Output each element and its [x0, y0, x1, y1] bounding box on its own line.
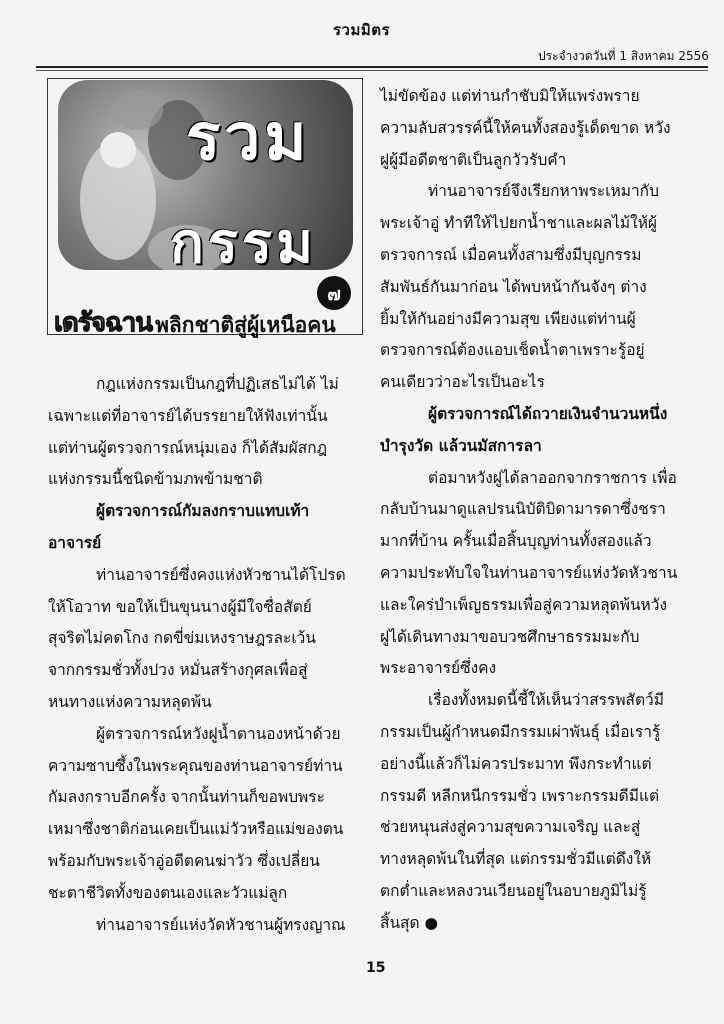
article-line: ต่อมาหวังฝูได้ลาออกจากราชการ เพื่อ: [428, 468, 677, 487]
title-outline-text: เดรัจฉาน: [54, 308, 153, 338]
hero-illustration: [58, 80, 353, 270]
article-line: ฝูได้เดินทางมาขอบวชศึกษาธรรมมะกับ: [380, 627, 640, 646]
article-line: คนเดียวว่าอะไรเป็นอะไร: [380, 373, 545, 392]
article-line: พระเจ้าอู่ ทำทีให้ไปยกน้ำชาและผลไม้ให้ผู้: [380, 214, 658, 233]
header-rule: [36, 66, 708, 68]
header-rule-thin: [36, 70, 708, 71]
article-line: ไม่ขัดข้อง แต่ท่านกำชับมิให้แพร่งพราย: [380, 87, 640, 105]
article-line: ชะตาชีวิตทั้งของตนเองและวัวแม่ลูก: [48, 883, 288, 902]
article-line: เรื่องทั้งหมดนี้ชี้ให้เห็นว่าสรรพสัตว์มี: [428, 691, 664, 710]
article-line: ท่านอาจารย์แห่งวัดหัวชานผู้ทรงญาณ: [96, 915, 346, 934]
article-line: ผู้ตรวจการณ์กัมลงกราบแทบเท้า: [96, 502, 310, 521]
article-line: ตรวจการณ์ เมื่อคนทั้งสามซึ่งมีบุญกรรม: [380, 245, 642, 264]
article-line: แห่งกรรมนี้ชนิดข้ามภพข้ามชาติ: [48, 470, 263, 489]
article-line: ความประทับใจในท่านอาจารย์แห่งวัดหัวชาน: [380, 563, 678, 582]
article-line: ท่านอาจารย์จึงเรียกหาพระเหมากับ: [428, 182, 659, 201]
page-number: 15: [366, 960, 386, 976]
article-line: บำรุงวัด แล้วนมัสการลา: [380, 436, 542, 455]
article-line: ฝูผู้มีอดีตชาติเป็นลูกวัวรับคำ: [380, 150, 567, 169]
article-line: พระอาจารย์ซึ่งคง: [380, 659, 497, 678]
article-column-right: [380, 81, 700, 940]
article-line: พร้อมกับพระเจ้าอู่อดีตคนฆ่าวัว ซึ่งเปลี่ยน: [48, 851, 320, 870]
article-line: ยิ้มให้กันอย่างมีความสุข เพียงแต่ท่านผู้: [380, 309, 636, 328]
article-line: มากที่บ้าน ครั้นเมื่อสิ้นบุญท่านทั้งสองแล้ว: [380, 532, 652, 551]
article-column-left: [48, 369, 368, 941]
article-line: แต่ท่านผู้ตรวจการณ์หนุ่มเอง ก็ได้สัมผัสกฎ: [48, 438, 328, 457]
article-line: กรรมดี หลีกหนีกรรมชั่ว เพราะกรรมดีมีแต่: [380, 786, 660, 805]
article-line: ทางหลุดพ้นในที่สุด แต่กรรมชั่วมีแต่ดึงให้: [380, 850, 652, 869]
article-line: สิ้นสุด ●: [380, 913, 439, 932]
article-line: หนทางแห่งความหลุดพ้น: [48, 692, 212, 711]
article-line: ให้โอวาท ขอให้เป็นขุนนางผู้มีใจซื่อสัตย์: [48, 597, 312, 616]
issue-date: ประจำงวดวันที่ 1 สิงหาคม 2556: [538, 49, 709, 63]
article-line: สุจริตไม่คดโกง กดขี่ข่มเหงราษฎรละเว้น: [48, 629, 316, 648]
article-line: ท่านอาจารย์ซึ่งคงแห่งหัวชานได้โปรด: [96, 565, 346, 584]
article-line: ตกต่ำและหลงวนเวียนอยู่ในอบายภูมิไม่รู้: [380, 881, 647, 900]
title-main-text: พลิกชาติสู่ผู้เหนือคน: [155, 313, 336, 337]
article-line: ผู้ตรวจการณ์ได้ถวายเงินจำนวนหนึ่ง: [428, 404, 668, 423]
article-line: กฎแห่งกรรมเป็นกฎที่ปฏิเสธไม่ได้ ไม่: [96, 375, 339, 393]
article-line: กัมลงกราบอีกครั้ง จากนั้นท่านก็ขอพบพระ: [48, 788, 325, 807]
article-line: และใคร่บำเพ็ญธรรมเพื่อสู่ความหลุดพ้นหวัง: [380, 595, 668, 614]
article-line: กลับบ้านมาดูแลปรนนิบัติบิดามารดาซึ่งชรา: [380, 500, 666, 519]
article-line: จากกรรมชั่วทั้งปวง หมั่นสร้างกุศลเพื่อสู่: [48, 661, 308, 680]
magazine-logo: รวมมิตร: [333, 21, 391, 39]
article-line: เฉพาะแต่ที่อาจารย์ได้บรรยายให้ฟังเท่านั้น: [48, 406, 328, 425]
episode-badge: ๗: [317, 276, 351, 310]
article-line: สัมพันธ์กันมาก่อน ได้พบหน้ากันจังๆ ต่าง: [380, 277, 647, 296]
hero-word-top: รวม: [186, 101, 311, 175]
article-title: [54, 292, 364, 336]
article-line: อย่างนี้แล้วก็ไม่ควรประมาท พึงกระทำแต่: [380, 754, 652, 773]
article-line: ตรวจการณ์ต้องแอบเช็ดน้ำตาเพราะรู้อยู่: [380, 341, 645, 360]
article-line: ช่วยหนุนส่งสู่ความสุขความเจริญ และสู่: [380, 818, 641, 837]
article-line: ความซาบซึ้งในพระคุณของท่านอาจารย์ท่าน: [48, 756, 343, 775]
article-line: เหมาซึ่งชาติก่อนเคยเป็นแม่วัวหรือแม่ของตน: [48, 820, 344, 839]
article-line: ความลับสวรรค์นี้ให้คนทั้งสองรู้เด็ดขาด หวัง: [380, 118, 671, 137]
hero-word-bottom: กรรม: [170, 211, 317, 270]
article-line: อาจารย์: [48, 533, 102, 552]
article-line: กรรมเป็นผู้กำหนดมีกรรมเผ่าพันธุ์ เมื่อเรารู้: [380, 722, 661, 741]
article-line: ผู้ตรวจการณ์หวังฝูน้ำตานองหน้าด้วย: [96, 724, 341, 743]
